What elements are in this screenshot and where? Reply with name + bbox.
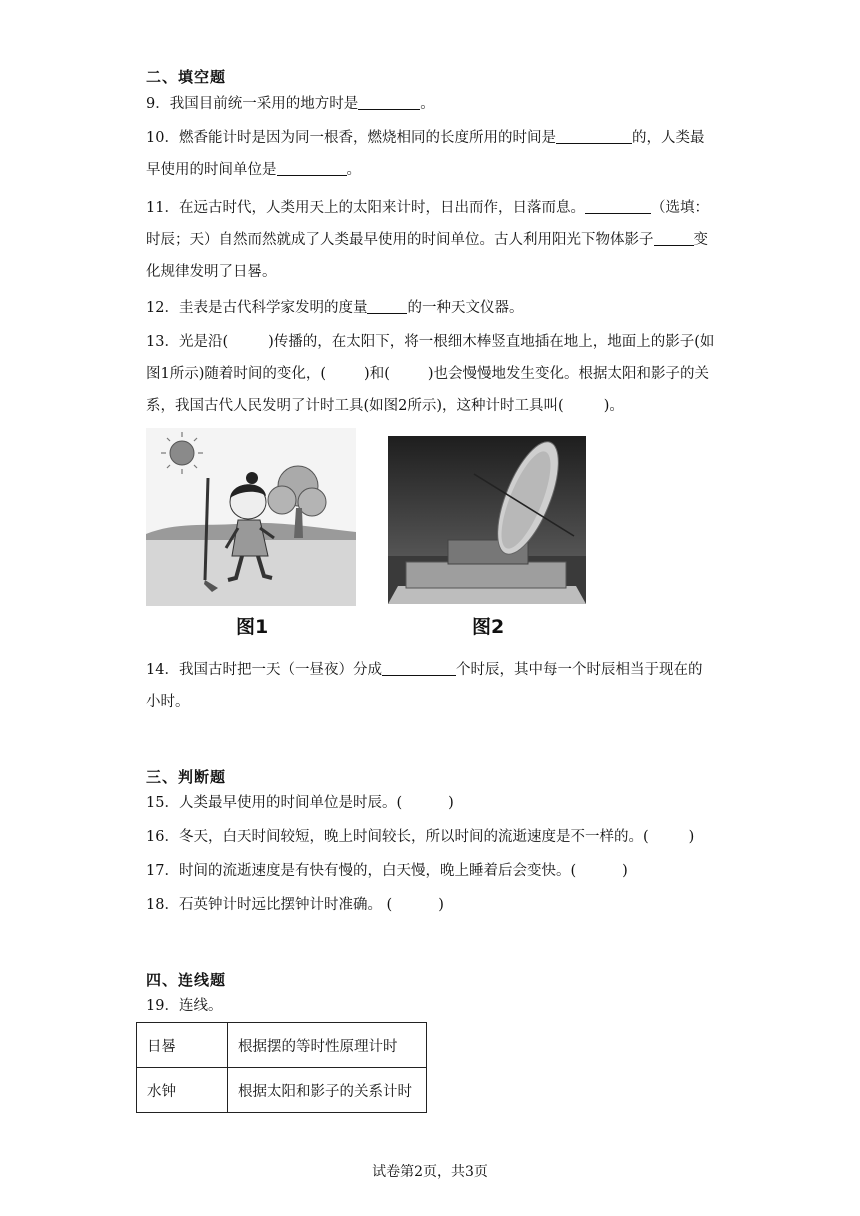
question-14: 14．我国古时把一天（一昼夜）分成 个时辰，其中每一个时辰相当于现在的小时。	[146, 662, 703, 710]
question-18: 18．石英钟计时远比摆钟计时准确。 ( )	[146, 897, 444, 913]
match-right-item[interactable]: 根据太阳和影子的关系计时	[228, 1068, 427, 1113]
figure-2-label: 图2	[472, 616, 505, 638]
section-title-fill: 二、填空题	[146, 68, 227, 86]
table-row	[137, 1068, 427, 1113]
answer-blank[interactable]	[654, 231, 694, 247]
answer-blank[interactable]	[556, 129, 632, 145]
table-row	[137, 1023, 427, 1068]
question-16: 16．冬天，白天时间较短，晚上时间较长，所以时间的流逝速度是不一样的。( )	[146, 829, 695, 845]
matching-table	[136, 1022, 427, 1113]
answer-blank[interactable]	[382, 661, 456, 677]
answer-blank[interactable]	[358, 95, 420, 111]
match-right-item[interactable]: 根据摆的等时性原理计时	[228, 1023, 427, 1068]
question-9: 9．我国目前统一采用的地方时是 。	[146, 96, 435, 112]
figure-1-label: 图1	[236, 616, 269, 638]
question-17: 17．时间的流逝速度是有快有慢的，白天慢，晚上睡着后会变快。( )	[146, 863, 628, 879]
page-footer: 试卷第2页，共3页	[372, 1164, 488, 1180]
match-left-item[interactable]: 水钟	[137, 1068, 228, 1113]
question-15: 15．人类最早使用的时间单位是时辰。( )	[146, 795, 454, 811]
answer-blank[interactable]	[277, 161, 347, 177]
section-title-judge: 三、判断题	[146, 768, 227, 786]
question-10: 10．燃香能计时是因为同一根香，燃烧相同的长度所用的时间是 的，人类最早使用的时间单位是 。	[146, 130, 705, 178]
answer-blank[interactable]	[585, 199, 651, 215]
figure-1-shadow-illustration	[146, 428, 356, 606]
section-title-match: 四、连线题	[146, 971, 227, 989]
match-left-item[interactable]: 日晷	[137, 1023, 228, 1068]
question-12: 12．圭表是古代科学家发明的度量 的一种天文仪器。	[146, 300, 524, 316]
question-13: 13．光是沿( )传播的，在太阳下，将一根细木棒竖直地插在地上，地面上的影子(如图1所示)随着时间的变化，( )和( )也会慢慢地发生变化。根据太阳和影子的关系，我国古代人民发明了计时工具(如图2所示)，这种计时工具叫( )。	[146, 334, 715, 414]
question-11: 11．在远古时代，人类用天上的太阳来计时，日出而作，日落而息。 （选填：时辰；天）自然而然就成了人类最早使用的时间单位。古人利用阳光下物体影子 变化规律发明了日晷。	[146, 200, 709, 280]
figure-2-sundial-photo	[388, 436, 586, 604]
question-19: 19．连线。	[146, 998, 223, 1014]
answer-blank[interactable]	[367, 299, 407, 315]
